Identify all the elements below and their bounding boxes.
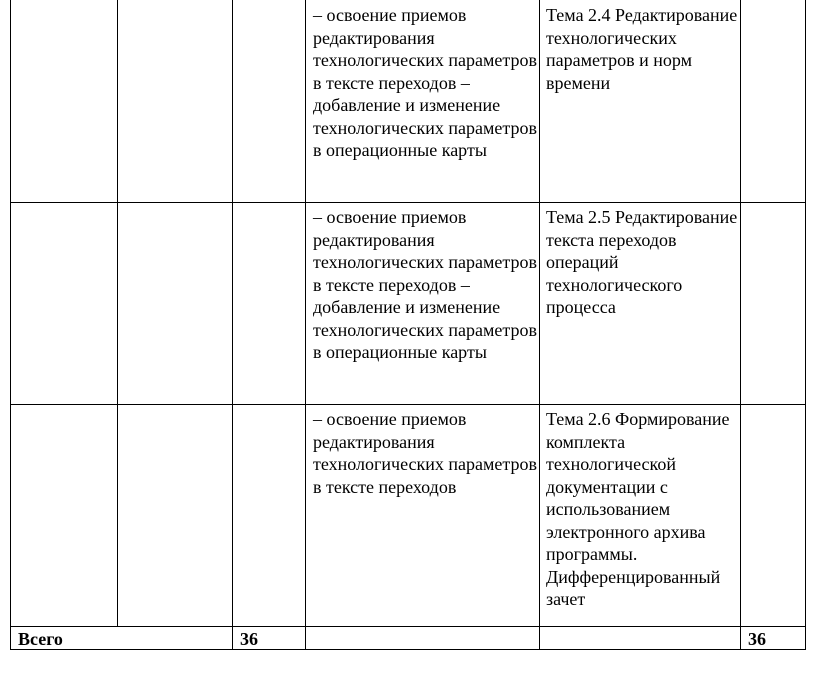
total-hours-last: 36 <box>748 629 766 649</box>
table-row-topic-cell: Тема 2.5 Редактирование текста переходов операций технологического процесса <box>546 207 738 317</box>
table-row-topic-cell: Тема 2.6 Формирование комплекта технологической документации с использованием электронного архива программы. Дифференцированный зачет <box>546 409 730 609</box>
total-hours: 36 <box>240 629 258 649</box>
total-label: Всего <box>18 629 63 649</box>
table-row-activity-cell: – освоение приемов редактирования технологических параметров в тексте переходов <box>313 409 537 497</box>
column-divider <box>232 0 233 650</box>
table-border-left <box>10 0 11 650</box>
table-border-right <box>805 0 806 650</box>
table-row-topic-cell: Тема 2.4 Редактирование технологических параметров и норм времени <box>546 5 738 93</box>
column-divider <box>117 0 118 626</box>
table-row-activity-cell: – освоение приемов редактирования технологических параметров в тексте переходов – добавление и изменение технологических параметров в операционные карты <box>313 207 537 362</box>
table-row-activity-cell: – освоение приемов редактирования технологических параметров в тексте переходов – добавление и изменение технологических параметров в операционные карты <box>313 5 537 160</box>
column-divider <box>740 0 741 650</box>
column-divider <box>539 0 540 650</box>
column-divider <box>305 0 306 650</box>
